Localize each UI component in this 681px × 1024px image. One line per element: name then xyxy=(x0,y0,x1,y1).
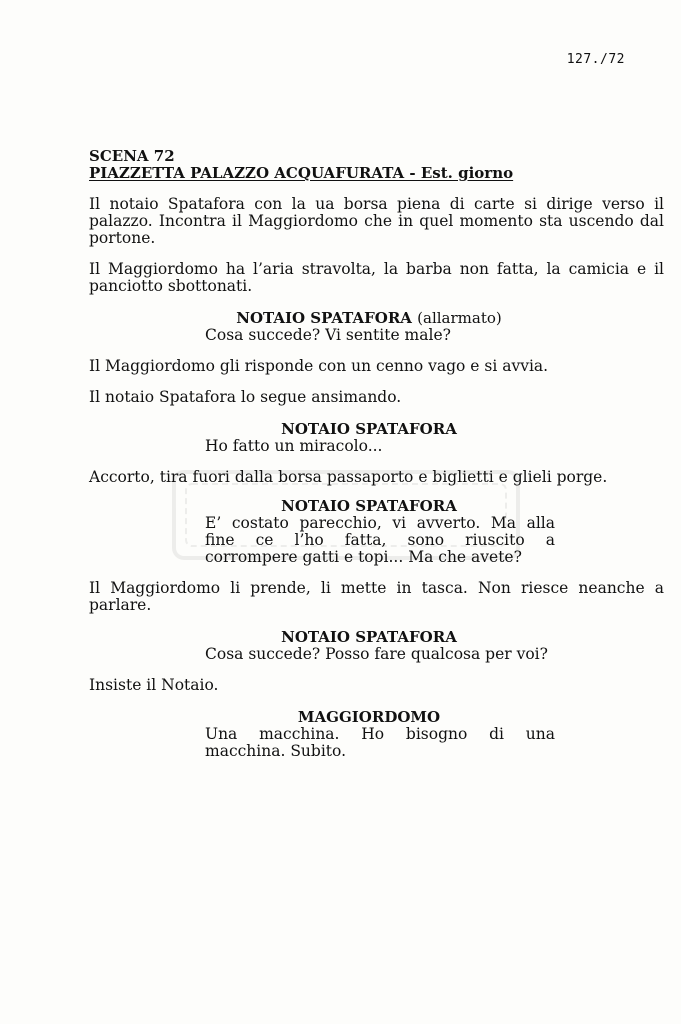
dialogue-line: Ho fatto un miracolo... xyxy=(205,437,383,455)
character-name: NOTAIO SPATAFORA xyxy=(281,628,457,646)
dialogue-block xyxy=(89,310,664,344)
action-paragraph: Insiste il Notaio. xyxy=(89,676,219,694)
action-paragraph: Il notaio Spatafora lo segue ansimando. xyxy=(89,388,402,406)
action-paragraph: Il Maggiordomo li prende, li mette in tasca. Non riesce neanche a parlare. xyxy=(89,579,664,614)
dialogue-line: Cosa succede? Vi sentite male? xyxy=(205,326,451,344)
dialogue-block xyxy=(89,421,664,455)
script-page xyxy=(89,148,664,760)
action-paragraph: Accorto, tira fuori dalla borsa passaporto e biglietti e glieli porge. xyxy=(89,468,608,486)
scene-heading xyxy=(89,148,664,182)
dialogue-block xyxy=(89,629,664,663)
action-paragraph: Il notaio Spatafora con la ua borsa piena di carte si dirige verso il palazzo. Incontra il Maggiordomo che in quel momento sta uscendo dal portone. xyxy=(89,195,664,247)
character-name: NOTAIO SPATAFORA xyxy=(281,497,457,515)
scene-location: PIAZZETTA PALAZZO ACQUAFURATA - Est. giorno xyxy=(89,164,514,182)
action-paragraph: Il Maggiordomo ha l’aria stravolta, la barba non fatta, la camicia e il panciotto sbottonati. xyxy=(89,260,664,295)
scene-number: SCENA 72 xyxy=(89,147,175,165)
dialogue-line: Una macchina. Ho bisogno di una macchina. Subito. xyxy=(205,725,555,760)
action-paragraph: Il Maggiordomo gli risponde con un cenno vago e si avvia. xyxy=(89,357,549,375)
dialogue-block xyxy=(89,709,664,760)
dialogue-line: Cosa succede? Posso fare qualcosa per voi? xyxy=(205,645,548,663)
character-label: NOTAIO SPATAFORA xyxy=(236,309,412,327)
page-number: 127./72 xyxy=(566,52,625,67)
dialogue-block xyxy=(89,498,664,566)
dialogue-line: E’ costato parecchio, vi avverto. Ma alla fine ce l’ho fatta, sono riuscito a corrompere gatti e topi... Ma che avete? xyxy=(205,514,555,566)
character-name xyxy=(77,310,661,327)
character-name: NOTAIO SPATAFORA xyxy=(281,420,457,438)
parenthetical: (allarmato) xyxy=(417,309,502,327)
character-name: MAGGIORDOMO xyxy=(297,708,441,726)
